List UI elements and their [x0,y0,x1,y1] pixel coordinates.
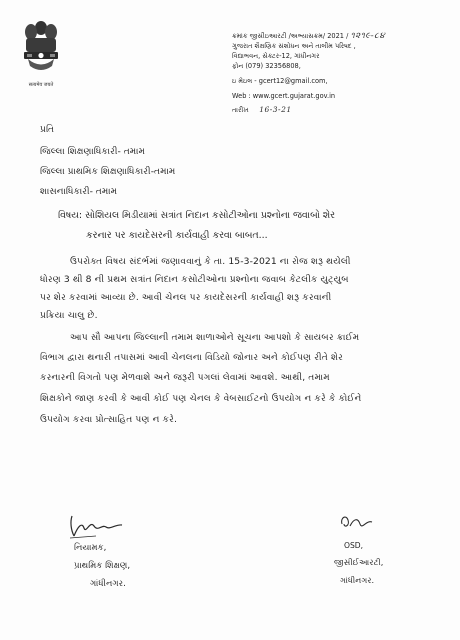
addressee-district-education-officer: જિલ્લા શિક્ષણાધિકારી- તમામ [40,146,146,157]
national-emblem [16,18,66,92]
organization-address: વિદ્યાભવન, સેક્ટર-12, ગાંધીનગર [232,52,320,60]
body-paragraph-1-line-1: ઉપરોક્ત વિષય સંદર્ભમાં જણાવવાનું કે તા. 15-3-2021 ના રોજ શરૂ થયેલી [70,256,351,267]
body-paragraph-1-line-3: પર શેર કરવામાં આવ્યા છે. આવી ચેનલ પર કાયદેસરની કાર્યવાહી શરૂ કરવાની [40,292,332,303]
body-paragraph-2-line-1: આપ સૌ આપના જિલ્લાની તમામ શાળાઓને સૂચના આપશો કે સાયબર ક્રાઈમ [70,332,360,343]
body-paragraph-1-line-4: પ્રક્રિયા ચાલુ છે. [40,310,98,321]
osd-organization: જીસીઈઆરટી, [334,557,384,567]
addressee-district-primary-education-officer: જિલ્લા પ્રાથમિક શિક્ષણાધિકારી-તમામ [40,166,176,177]
director-signature [66,512,126,542]
osd-title: OSD, [344,541,364,550]
subject-line-2: કરનાર પર કાયદેસરની કાર્યવાહી કરવા બાબત... [86,230,268,241]
reference-label: ક્રમાંક જીસીઇઆરટી /અભ્યાસક્રમ/ 2021 / [232,32,349,40]
handwritten-signature-icon [338,512,378,534]
emblem-caption: सत्यमेव जयते [28,82,54,88]
email-address: ઇ મેઇલ - gcert12@gmail.com, [232,77,328,85]
director-department: પ્રાથમિક શિક્ષણ, [74,561,131,571]
osd-city: ગાંધીનગર. [340,575,375,585]
date-value: 16-3-21 [259,105,292,114]
addressee-administrative-officer: શાસનાધિકારી- તમામ [40,186,118,197]
handwritten-signature-icon [66,512,126,542]
body-paragraph-2-line-3: કરનારની વિગતો પણ મેળવાશે અને જરૂરી પગલાં લેવામાં આવશે. આથી, તમામ [40,372,330,383]
reference-handwritten-number: ૧૨૧૯-૮૪ [350,31,386,41]
body-paragraph-1-line-2: ધોરણ 3 થી 8 ની પ્રથમ સત્રાંત નિદાન કસોટીઓના પ્રશ્નોના જવાબ કેટલીક યુટ્યુબ [40,274,349,285]
letter-date [232,106,292,114]
date-label: તારીખ [232,106,249,114]
organization-name: ગુજરાત શૈક્ષણિક સંશોધન અને તાલીમ પરિષદ , [232,42,356,50]
body-paragraph-2-line-4: શિક્ષકોને જાણ કરવી કે આવી કોઈ પણ ચેનલ કે વેબસાઈટનો ઉપયોગ ન કરે કે કોઈને [40,393,362,404]
director-title: નિયામક, [74,543,107,553]
subject-line-1: વિષય: સોશિયલ મિડીયામાં સત્રાંત નિદાન કસોટીઓના પ્રશ્નોના જવાબો શેર [58,210,335,221]
website-address: Web : www.gcert.gujarat.gov.in [232,92,336,100]
salutation-prati: પ્રતિ [40,124,55,135]
ashoka-emblem-icon [16,18,66,80]
reference-number [232,32,385,40]
body-paragraph-2-line-2: વિભાગ દ્વારા થનારી તપાસમાં આવી ચેનલના વિડિયો જોનાર અને કોઈપણ રીતે શેર [40,352,343,363]
director-city: ગાંધીનગર. [90,579,126,589]
body-paragraph-2-line-5: ઉપયોગ કરવા પ્રોત્સાહિત પણ ન કરે. [40,414,178,425]
phone-number: ફોન (079) 32356808, [232,62,301,70]
osd-signature [338,512,378,534]
